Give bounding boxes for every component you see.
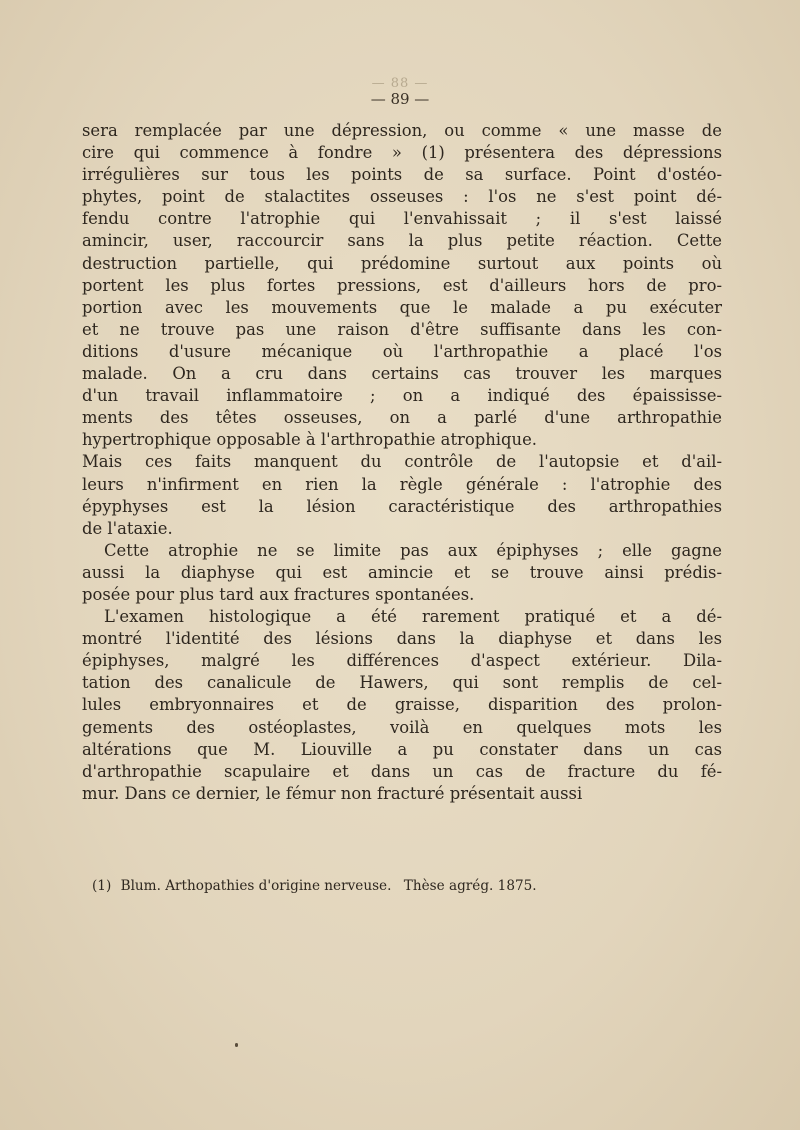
text-line: L'examen histologique a été rarement pratiqué et a dé- (104, 607, 722, 627)
bleed-through-page-number: — 88 — (371, 76, 429, 91)
page-number: — 89 — (370, 90, 430, 108)
text-line: gements des ostéoplastes, voilà en quelques mots les (82, 717, 722, 737)
text-line: ditions d'usure mécanique où l'arthropathie a placé l'os (82, 341, 722, 361)
text-line: mur. Dans ce dernier, le fémur non fracturé présentait aussi (82, 783, 583, 803)
text-line: portion avec les mouvements que le malade a pu exécuter (82, 297, 722, 317)
text-line: fendu contre l'atrophie qui l'envahissait ; il s'est laissé (82, 209, 722, 229)
footnote (92, 878, 652, 894)
text-line: cire qui commence à fondre » (1) présentera des dépressions (82, 143, 722, 163)
text-line: malade. On a cru dans certains cas trouver les marques (82, 364, 722, 384)
text-line: lules embryonnaires et de graisse, disparition des prolon- (82, 695, 722, 715)
text-line: Cette atrophie ne se limite pas aux épiphyses ; elle gagne (104, 540, 722, 560)
footnote-marker: (1) (92, 878, 112, 894)
text-line: sera remplacée par une dépression, ou comme « une masse de (82, 121, 722, 140)
text-line: leurs n'infirment en rien la règle générale : l'atrophie des (82, 474, 722, 494)
text-line: posée pour plus tard aux fractures spontanées. (82, 584, 475, 604)
text-line: phytes, point de stalactites osseuses : l'os ne s'est point dé- (82, 187, 722, 207)
text-line: irrégulières sur tous les points de sa surface. Point d'ostéo- (82, 165, 722, 185)
footnote-note: Thèse agrég. 1875. (403, 878, 537, 894)
text-line: de l'ataxie. (82, 518, 173, 538)
text-line: épiphyses, malgré les différences d'aspect extérieur. Dila- (82, 651, 722, 671)
paper-speck (235, 1043, 238, 1047)
text-line: altérations que M. Liouville a pu constater dans un cas (82, 739, 722, 759)
footnote-author: Blum. (120, 878, 161, 894)
text-line: tation des canalicule de Hawers, qui sont remplis de cel- (82, 673, 722, 693)
text-line: amincir, user, raccourcir sans la plus petite réaction. Cette (82, 231, 722, 251)
text-line: Mais ces faits manquent du contrôle de l'autopsie et d'ail- (82, 452, 722, 472)
text-line: destruction partielle, qui prédomine surtout aux points où (82, 253, 722, 273)
text-line: portent les plus fortes pressions, est d'ailleurs hors de pro- (82, 275, 722, 295)
text-line: ments des têtes osseuses, on a parlé d'une arthropathie (82, 408, 722, 428)
text-line: d'un travail inflammatoire ; on a indiqué des épaississe- (82, 386, 722, 406)
text-line: épyphyses est la lésion caractéristique des arthropathies (82, 496, 722, 516)
text-line: et ne trouve pas une raison d'être suffisante dans les con- (82, 319, 722, 339)
text-line: d'arthropathie scapulaire et dans un cas de fracture du fé- (82, 761, 722, 781)
text-line: aussi la diaphyse qui est amincie et se trouve ainsi prédis- (82, 562, 722, 582)
text-line: hypertrophique opposable à l'arthropathie atrophique. (82, 430, 537, 450)
body-text (82, 120, 722, 805)
text-line: montré l'identité des lésions dans la diaphyse et dans les (82, 629, 722, 649)
footnote-title: Arthopathies d'origine nerveuse. (165, 878, 392, 894)
